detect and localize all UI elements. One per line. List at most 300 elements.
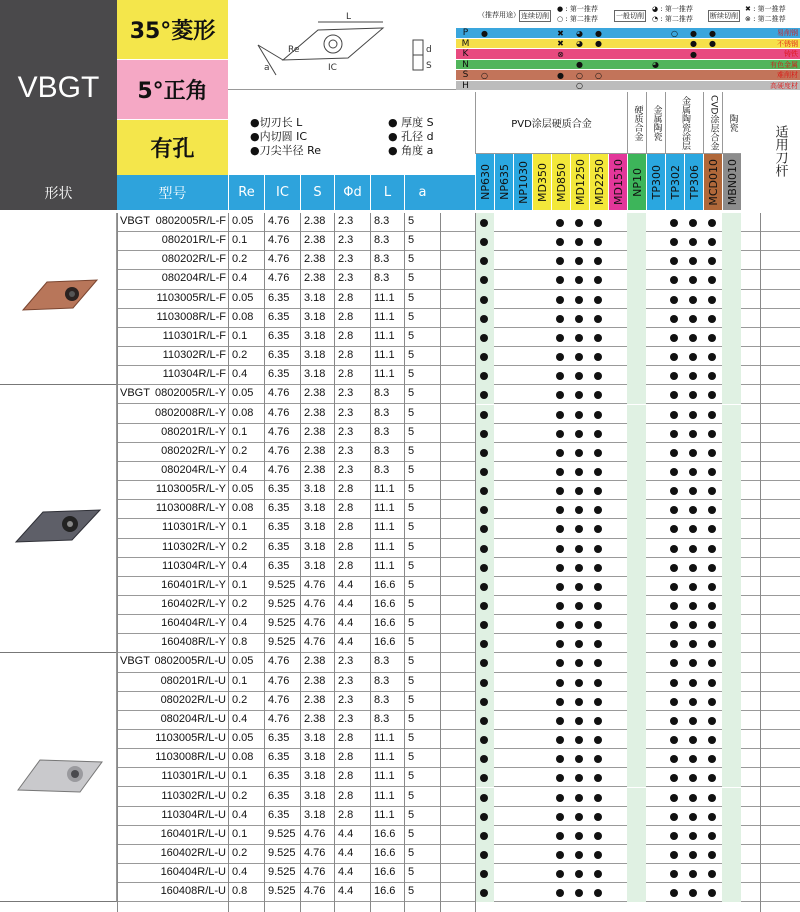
grade-name: NP635 (497, 164, 511, 200)
model-code: 110304R/L-U (161, 808, 226, 821)
cell-a: 5 (408, 483, 415, 496)
table-body (0, 213, 800, 912)
cell-a: 5 (408, 885, 415, 898)
recommend-dot (575, 391, 583, 399)
grade-col-bg (627, 673, 646, 692)
recommend-dot (556, 794, 564, 802)
cell-IC: 6.35 (268, 751, 290, 764)
grade-col-bg (722, 768, 741, 787)
recommend-dot (708, 851, 716, 859)
recommend-dot (556, 832, 564, 840)
cell-S: 4.76 (304, 846, 326, 859)
recommend-dot (575, 334, 583, 342)
cell-IC: 6.35 (268, 310, 290, 323)
cell-d: 2.8 (338, 732, 354, 745)
recommend-dot (670, 449, 678, 457)
cell-IC: 9.525 (268, 598, 296, 610)
recommend-dot (594, 257, 602, 265)
cell-L: 16.6 (374, 866, 396, 879)
grade-col-bg (627, 328, 646, 347)
grade-col-bg (627, 730, 646, 749)
cell-d: 2.3 (338, 406, 354, 419)
table-row (117, 270, 800, 289)
iso-code: N (462, 59, 469, 70)
cell-d: 2.8 (338, 310, 354, 323)
grade-group-header (475, 92, 800, 154)
recommend-dot (670, 391, 678, 399)
cell-S: 2.38 (304, 406, 326, 419)
grade-col-bg (722, 290, 741, 309)
recommend-dot (670, 851, 678, 859)
recommend-dot (575, 468, 583, 476)
insert-image-Y (8, 500, 108, 555)
table-row (117, 232, 800, 251)
recommend-dot (670, 832, 678, 840)
cell-S: 3.18 (304, 291, 326, 304)
recommend-dot (575, 238, 583, 246)
cell-Re: 0.2 (232, 540, 248, 553)
model-code: 160401R/L-Y (161, 578, 226, 591)
recommend-dot (708, 889, 716, 897)
recommend-dot (556, 640, 564, 648)
cell-IC: 9.525 (268, 885, 296, 898)
recommend-dot (708, 870, 716, 878)
iso-mark: ✖ (557, 28, 564, 38)
svg-text:a: a (264, 63, 270, 73)
recommend-dot (689, 659, 697, 667)
grade-col-bg (722, 405, 741, 424)
cell-IC: 6.35 (268, 329, 290, 342)
cell-L: 11.1 (374, 483, 395, 496)
grade-col-bg (722, 788, 741, 807)
recommend-dot (594, 334, 602, 342)
cell-IC: 4.76 (268, 712, 290, 725)
cell-IC: 6.35 (268, 732, 290, 745)
iso-code: S (462, 70, 469, 80)
recommend-dot (556, 679, 564, 687)
model-code: 160402R/L-Y (161, 598, 226, 610)
recommend-dot (708, 545, 716, 553)
table-row (117, 366, 800, 385)
cell-L: 16.6 (374, 846, 396, 859)
recommend-dot (594, 640, 602, 648)
cell-d: 2.8 (338, 770, 354, 783)
recommend-dot (708, 659, 716, 667)
cell-IC: 4.76 (268, 387, 290, 400)
cell-d: 2.8 (338, 521, 354, 534)
cell-Re: 0.1 (232, 827, 248, 840)
cell-Re: 0.05 (232, 732, 254, 745)
grade-name: NP630 (478, 164, 492, 200)
cell-Re: 0.05 (232, 387, 254, 400)
recommend-dot (670, 334, 678, 342)
grade-col-bg (722, 481, 741, 500)
cell-L: 8.3 (374, 406, 390, 419)
recommend-dot (708, 564, 716, 572)
recommend-dot (670, 602, 678, 610)
recommend-dot (670, 813, 678, 821)
recommend-dot (480, 315, 488, 323)
grade-col-bg (627, 519, 646, 538)
iso-material-name: 有色金属 (770, 60, 798, 69)
grade-TP302 (665, 154, 684, 210)
cell-L: 11.1 (374, 559, 395, 572)
cell-a: 5 (408, 693, 415, 706)
grade-col-bg (627, 577, 646, 596)
recommend-dot (689, 449, 697, 457)
iso-row-S (456, 70, 800, 81)
cell-S: 3.18 (304, 329, 326, 342)
cell-L: 8.3 (374, 712, 390, 725)
cell-IC: 6.35 (268, 770, 290, 783)
recommend-dot (556, 889, 564, 897)
iso-mark: ● (557, 70, 564, 80)
recommend-dot (556, 334, 564, 342)
recommend-dot (594, 276, 602, 284)
cell-Re: 0.1 (232, 674, 248, 687)
recommend-dot (575, 525, 583, 533)
recommend-dot (556, 583, 564, 591)
recommend-dot (480, 411, 488, 419)
grade-col-bg (722, 634, 741, 653)
table-row (117, 462, 800, 481)
cell-a: 5 (408, 368, 415, 381)
grade-col-bg (627, 462, 646, 481)
recommend-dot (556, 851, 564, 859)
cell-d: 2.3 (338, 272, 354, 285)
model-code: 160402R/L-U (160, 846, 226, 859)
grade-col-bg (627, 558, 646, 577)
grade-col-bg (627, 768, 646, 787)
col-model: 型号 (117, 175, 228, 210)
grade-MBN010 (722, 154, 741, 210)
recommend-dot (708, 755, 716, 763)
cell-Re: 0.4 (232, 808, 248, 821)
iso-mark: ○ (481, 70, 488, 80)
cell-Re: 0.4 (232, 712, 248, 725)
model-prefix: VBGT (120, 387, 150, 400)
cell-Re: 0.2 (232, 846, 248, 859)
recommend-dot (480, 334, 488, 342)
table-row (117, 385, 800, 404)
cell-a: 5 (408, 387, 415, 400)
cell-d: 2.8 (338, 502, 354, 515)
recommend-dot (708, 525, 716, 533)
grid-line (475, 213, 476, 912)
recommend-dot (689, 506, 697, 514)
recommend-dot (689, 602, 697, 610)
grid-line (300, 213, 301, 912)
cell-L: 16.6 (374, 885, 396, 898)
grade-name: TP306 (687, 164, 701, 200)
col-L: L (370, 175, 404, 210)
table-row (117, 826, 800, 845)
grade-col-bg (627, 749, 646, 768)
cell-a: 5 (408, 349, 415, 362)
model-code: 1103008R/L-U (155, 751, 226, 764)
grade-col-bg (627, 424, 646, 443)
cell-IC: 4.76 (268, 406, 290, 419)
recommend-dot (556, 774, 564, 782)
iso-material-name: 易削钢 (777, 29, 798, 37)
recommend-dot (575, 659, 583, 667)
cell-a: 5 (408, 770, 415, 783)
cell-d: 2.8 (338, 808, 354, 821)
table-row (117, 634, 800, 653)
recommend-dot (689, 755, 697, 763)
model-code: 080201R/L-U (160, 674, 226, 687)
recommend-dot (689, 813, 697, 821)
cell-d: 4.4 (338, 636, 354, 649)
grade-name: MCD010 (706, 158, 720, 206)
table-row (117, 290, 800, 309)
series-title: VBGT (17, 70, 100, 104)
recommend-dot (556, 315, 564, 323)
table-row (117, 864, 800, 883)
iso-mark: ● (576, 60, 583, 69)
grade-col-bg (722, 673, 741, 692)
grade-col-bg (627, 711, 646, 730)
cell-Re: 0.05 (232, 483, 254, 496)
cell-Re: 0.05 (232, 291, 254, 304)
cell-IC: 6.35 (268, 368, 290, 381)
cell-S: 3.18 (304, 368, 326, 381)
recommend-dot (670, 372, 678, 380)
recommend-dot (670, 659, 678, 667)
grade-group-label: 金属陶瓷 (651, 104, 662, 141)
cell-L: 11.1 (374, 310, 395, 323)
recommend-dot (689, 679, 697, 687)
grade-name: MD2250 (592, 159, 606, 205)
recommend-dot (594, 238, 602, 246)
grade-name: MD1250 (573, 159, 587, 205)
grade-name: MD850 (554, 162, 568, 202)
cell-d: 2.3 (338, 712, 354, 725)
grade-col-bg (627, 883, 646, 902)
cell-Re: 0.4 (232, 463, 248, 476)
cell-a: 5 (408, 636, 415, 649)
col-S: S (300, 175, 334, 210)
cell-S: 3.18 (304, 789, 326, 802)
grade-group-3 (665, 92, 703, 154)
recommend-dot (556, 736, 564, 744)
grade-col-bg (722, 596, 741, 615)
table-row (117, 788, 800, 807)
grade-group-5 (722, 92, 741, 154)
recommend-dot (594, 411, 602, 419)
table-row (117, 519, 800, 538)
cell-Re: 0.2 (232, 253, 248, 266)
recommend-dot (708, 794, 716, 802)
recommend-dot (575, 755, 583, 763)
recommend-dot (708, 238, 716, 246)
grade-col-bg (722, 539, 741, 558)
grade-col-bg (627, 539, 646, 558)
model-code: 080201R/L-F (161, 234, 226, 247)
cell-IC: 6.35 (268, 521, 290, 534)
recommend-dot (594, 219, 602, 227)
cell-a: 5 (408, 502, 415, 515)
cell-L: 11.1 (374, 329, 395, 342)
table-row (117, 309, 800, 328)
cell-S: 3.18 (304, 349, 326, 362)
col-shape: 形状 (0, 175, 117, 210)
recommend-dot (689, 257, 697, 265)
cell-L: 11.1 (374, 502, 395, 515)
grade-col-bg (722, 443, 741, 462)
cell-d: 4.4 (338, 846, 354, 859)
model-code: 160408R/L-U (160, 885, 226, 898)
cell-L: 11.1 (374, 751, 395, 764)
grade-NP635 (494, 154, 513, 210)
recommend-dot (594, 813, 602, 821)
recommend-dot (708, 698, 716, 706)
table-row (117, 883, 800, 902)
iso-code: H (462, 80, 469, 91)
recommend-dot (575, 813, 583, 821)
recommend-dot (689, 545, 697, 553)
cell-d: 2.3 (338, 425, 354, 438)
cell-S: 2.38 (304, 272, 326, 285)
grade-col-bg (627, 634, 646, 653)
recommend-dot (689, 851, 697, 859)
tag-angle: 5°正角 (117, 60, 228, 120)
recommend-dot (670, 698, 678, 706)
recommend-dot (594, 391, 602, 399)
cell-IC: 9.525 (268, 827, 296, 840)
recommend-dot (480, 468, 488, 476)
cell-d: 2.3 (338, 444, 354, 457)
recommend-dot (594, 602, 602, 610)
cell-L: 8.3 (374, 215, 390, 227)
cell-IC: 4.76 (268, 215, 290, 227)
recommend-dot (480, 736, 488, 744)
recommend-dot (689, 219, 697, 227)
grid-line (440, 213, 441, 912)
grid-line (370, 213, 371, 912)
recommend-dot (575, 430, 583, 438)
cell-S: 2.38 (304, 463, 326, 476)
cell-d: 2.8 (338, 291, 354, 304)
cell-IC: 9.525 (268, 617, 296, 630)
iso-row-N (456, 60, 800, 71)
recommend-dot (594, 564, 602, 572)
param-legend: ●切刃长 L ●内切圆 IC ●刀尖半径 Re ● 厚度 S ● 孔径 d ● 角度 a (250, 116, 434, 157)
grade-col-bg (627, 366, 646, 385)
recommend-dot (480, 813, 488, 821)
cell-S: 2.38 (304, 655, 326, 668)
recommend-dot (594, 717, 602, 725)
cell-d: 4.4 (338, 598, 354, 610)
recommend-dot (480, 832, 488, 840)
cell-a: 5 (408, 732, 415, 745)
grade-group-label: 硬质合金 (632, 104, 643, 141)
iso-mark: ○ (576, 70, 583, 80)
recommend-dot (689, 736, 697, 744)
cell-S: 3.18 (304, 483, 326, 496)
tag-shape: 35°菱形 (117, 0, 228, 60)
iso-row-K (456, 49, 800, 60)
cell-S: 3.18 (304, 808, 326, 821)
recommend-dot (556, 296, 564, 304)
cell-L: 11.1 (374, 291, 395, 304)
grade-col-bg (627, 826, 646, 845)
recommend-dot (594, 449, 602, 457)
cell-S: 4.76 (304, 827, 326, 840)
recommend-dot (594, 851, 602, 859)
svg-text:S: S (426, 61, 432, 71)
grid-line (760, 213, 761, 912)
recommend-dot (575, 640, 583, 648)
grade-col-bg (627, 615, 646, 634)
cell-Re: 0.1 (232, 578, 248, 591)
iso-mark: ○ (576, 81, 583, 90)
table-row (117, 443, 800, 462)
iso-material-name: 不锈钢 (777, 39, 798, 48)
recommend-dot (670, 621, 678, 629)
cell-a: 5 (408, 808, 415, 821)
recommend-dot (689, 583, 697, 591)
recommend-dot (708, 487, 716, 495)
cell-Re: 0.4 (232, 866, 248, 879)
grade-col-bg (627, 807, 646, 826)
grade-col-bg (722, 309, 741, 328)
cell-a: 5 (408, 234, 415, 247)
recommend-dot (689, 698, 697, 706)
insert-image-F (15, 270, 105, 320)
recommend-dot (670, 755, 678, 763)
grade-col-bg (627, 845, 646, 864)
recommend-dot (556, 372, 564, 380)
recommend-dot (556, 698, 564, 706)
recommend-dot (556, 487, 564, 495)
recommend-dot (594, 755, 602, 763)
cell-Re: 0.08 (232, 310, 254, 323)
recommend-dot (594, 659, 602, 667)
model-code: 160404R/L-Y (161, 617, 226, 630)
recommend-dot (670, 774, 678, 782)
col-IC: IC (264, 175, 300, 210)
model-code: 110301R/L-U (161, 770, 226, 783)
table-row (117, 730, 800, 749)
recommend-dot (556, 276, 564, 284)
cell-Re: 0.08 (232, 502, 254, 515)
cell-a: 5 (408, 463, 415, 476)
recommend-dot (708, 832, 716, 840)
recommend-dot (556, 659, 564, 667)
cell-S: 3.18 (304, 310, 326, 323)
iso-mark: ● (595, 28, 602, 38)
cell-d: 2.8 (338, 751, 354, 764)
iso-mark: ✖ (557, 39, 564, 48)
cell-S: 4.76 (304, 636, 326, 649)
cell-a: 5 (408, 846, 415, 859)
recommend-dot (689, 487, 697, 495)
cell-a: 5 (408, 272, 415, 285)
recommend-dot (689, 468, 697, 476)
grid-line (228, 213, 229, 912)
recommend-dot (575, 621, 583, 629)
recommend-dot (708, 353, 716, 361)
grade-MD850 (551, 154, 570, 210)
model-code: 1103008R/L-Y (155, 502, 226, 515)
grade-col-bg (627, 692, 646, 711)
cell-d: 2.8 (338, 329, 354, 342)
grade-col-bg (627, 864, 646, 883)
recommend-dot (556, 813, 564, 821)
recommend-dot (670, 219, 678, 227)
recommend-dot (575, 870, 583, 878)
